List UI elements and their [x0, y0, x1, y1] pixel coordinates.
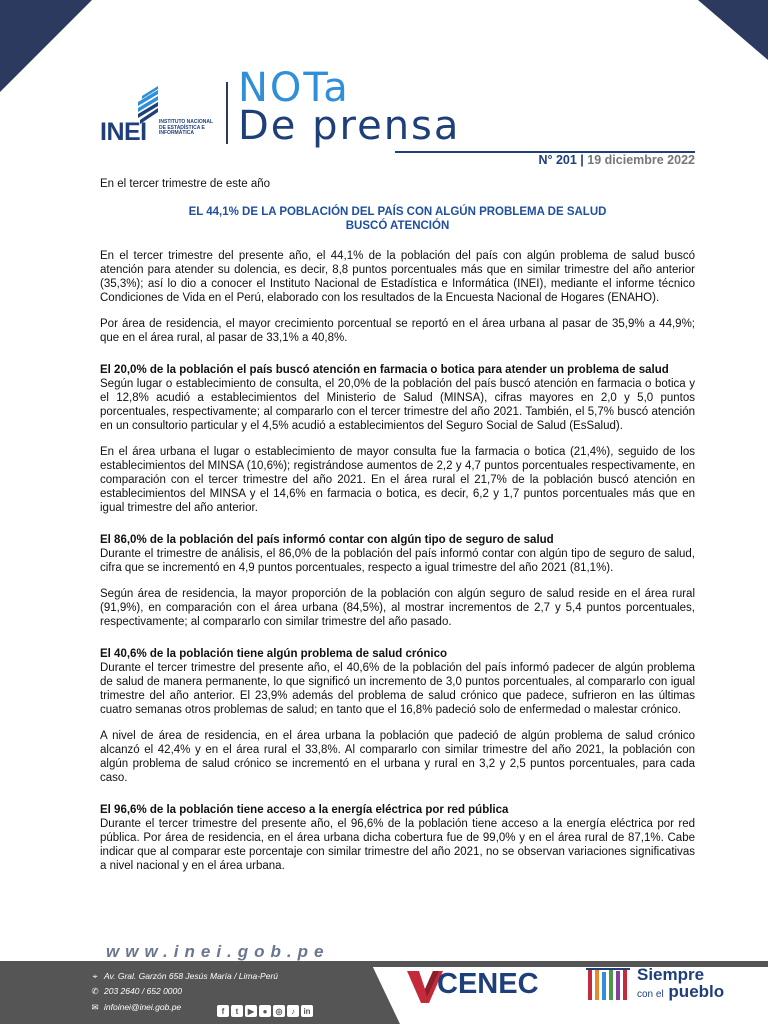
slogan-line1: Siempre	[637, 965, 705, 984]
issue-number: N° 201	[538, 153, 577, 167]
footer-email[interactable]	[90, 1002, 181, 1013]
youtube-icon[interactable]: ▶	[245, 1005, 257, 1017]
paragraph: Durante el trimestre de análisis, el 86,0% de la población del país informó contar con algún tipo de seguro de salud, cifra que se incrementó en 4,9 puntos porcentuales, respecto a igual trimestre del año 2021 (81,1%).	[100, 548, 695, 574]
phone-icon: ✆	[91, 986, 99, 996]
cenec-logo-text: CENEC	[437, 968, 539, 1000]
social-icons	[217, 1005, 313, 1017]
flickr-icon[interactable]: ●	[259, 1005, 271, 1017]
issue-info	[538, 153, 695, 167]
paragraph: Según lugar o establecimiento de consulta, el 20,0% de la población del país buscó atención en farmacia o botica y el 12,8% acudió a establecimientos del Ministerio de Salud (MINSA), cifras mayores en 2,0 y 5,0 puntos porcentuales, respectivamente; al compararlo con el tercer trimestre del año 2021. También, el 5,7% buscó atención en un consultorio particular y el 4,5% acudió a establecimientos del Seguro Social de Salud (EsSalud).	[100, 378, 695, 432]
paragraph: Durante el tercer trimestre del presente año, el 40,6% de la población del país informó padecer de algún problema de salud de manera permanente, lo que significó un incremento de 3,0 puntos porcentuales, al compararlo con igual trimestre del año anterior. El 23,9% además del problema de salud crónico que padece, sufrieron en las últimas cuatro semanas otros problemas de salud; en tanto que el 16,8% padeció solo de enfermedad o malestar crónico.	[100, 662, 695, 716]
phone-text: 203 2640 / 652 0000	[104, 986, 182, 996]
address-text: Av. Gral. Garzón 658 Jesús María / Lima-Perú	[104, 971, 279, 981]
facebook-icon[interactable]: f	[217, 1005, 229, 1017]
title-de-prensa: De prensa	[238, 103, 461, 149]
paragraph: En el tercer trimestre del presente año, el 44,1% de la población del país con algún problema de salud buscó atención para atender su dolencia, es decir, 8,8 puntos porcentuales más que en similar trimestre del año anterior (35,3%); así lo dio a conocer el Instituto Nacional de Estadística e Informática (INEI), mediante el informe técnico Condiciones de Vida en el Perú, elaborado con los resultados de la Encuesta Nacional de Hogares (ENAHO).	[100, 250, 695, 304]
section-title: El 86,0% de la población del país informó contar con algún tipo de seguro de salud	[100, 534, 554, 546]
headline-line2: BUSCÓ ATENCIÓN	[345, 220, 450, 232]
header-divider	[226, 82, 228, 144]
issue-date: 19 diciembre 2022	[587, 153, 695, 167]
slogan-line2a: con el	[637, 989, 664, 1000]
email-text[interactable]: infoinei@inei.gob.pe	[104, 1002, 182, 1012]
slogan	[637, 966, 724, 1003]
paragraph: En el área urbana el lugar o establecimiento de mayor consulta fue la farmacia o botica (21,4%), seguido de los establecimientos del MINSA (10,6%); registrándose aumentos de 2,2 y 4,7 puntos porcentuales respectivamente, en comparación con el tercer trimestre del año 2021. En el área rural el 21,7% de la población buscó atención en establecimientos del MINSA y el 14,6% en farmacia o botica, es decir, 6,2 y 1,7 puntos porcentuales más que en igual trimestre del año anterior.	[100, 446, 695, 514]
issue-separator: |	[580, 153, 584, 167]
slogan-line2b: pueblo	[668, 982, 725, 1001]
email-icon: ✉	[91, 1002, 99, 1012]
corner-decoration-right	[698, 0, 768, 60]
twitter-icon[interactable]: t	[231, 1005, 243, 1017]
linkedin-icon[interactable]: in	[301, 1005, 313, 1017]
paragraph: Según área de residencia, la mayor proporción de la población con algún seguro de salud reside en el área rural (91,9%), en comparación con el área urbana (84,5%), al mostrar incrementos de 2,7 y 5,4 puntos porcentuales, respectivamente; al compararlo con similar trimestre del año pasado.	[100, 588, 695, 628]
footer-address	[90, 971, 278, 982]
section-title: El 20,0% de la población el país buscó atención en farmacia o botica para atender un problema de salud	[100, 364, 669, 376]
inei-logo-subtitle: INSTITUTO NACIONAL DE ESTADÍSTICA E INFORMÁTICA	[159, 119, 213, 136]
paragraph: Por área de residencia, el mayor crecimiento porcentual se reportó en el área urbana al pasar de 35,9% a 44,9%; que en el área rural, al pasar de 33,1% a 40,8%.	[100, 318, 695, 344]
section-title: El 96,6% de la población tiene acceso a la energía eléctrica por red pública	[100, 804, 509, 816]
title-nota: NOTa	[238, 65, 350, 111]
corner-decoration-left	[0, 0, 92, 92]
headline	[100, 205, 695, 233]
paragraph: Durante el tercer trimestre del presente año, el 96,6% de la población tiene acceso a la energía eléctrica por red pública. Por área de residencia, en el área urbana dicha cobertura fue de 99,0% y en el área rural de 87,1%. Cabe indicar que al comparar este porcentaje con similar trimestre del año 2021, no se observan variaciones significativas a nivel nacional y en el área urbana.	[100, 818, 695, 872]
kicker: En el tercer trimestre de este año	[100, 178, 271, 190]
instagram-icon[interactable]: ◎	[273, 1005, 285, 1017]
paragraph: A nivel de área de residencia, en el área urbana la población que padeció de algún problema de salud crónico alcanzó el 42,4% y en el área rural el 33,8%. Al compararlo con similar trimestre del año 2021, la población con algún problema de salud crónico se incrementó en el urbana y rural en 3,2 y 2,5 puntos porcentuales, para cada caso.	[100, 730, 695, 784]
tiktok-icon[interactable]: ♪	[287, 1005, 299, 1017]
section-title: El 40,6% de la población tiene algún problema de salud crónico	[100, 648, 447, 660]
siempre-logo-icon	[586, 966, 631, 1002]
footer-phone	[90, 986, 182, 997]
inei-logo-text: INEI	[100, 118, 147, 146]
article-body	[100, 177, 695, 885]
headline-line1: EL 44,1% DE LA POBLACIÓN DEL PAÍS CON ALGÚN PROBLEMA DE SALUD	[188, 206, 607, 218]
website-link[interactable]: www.inei.gob.pe	[106, 942, 330, 961]
location-pin-icon: ⌖	[92, 971, 98, 981]
